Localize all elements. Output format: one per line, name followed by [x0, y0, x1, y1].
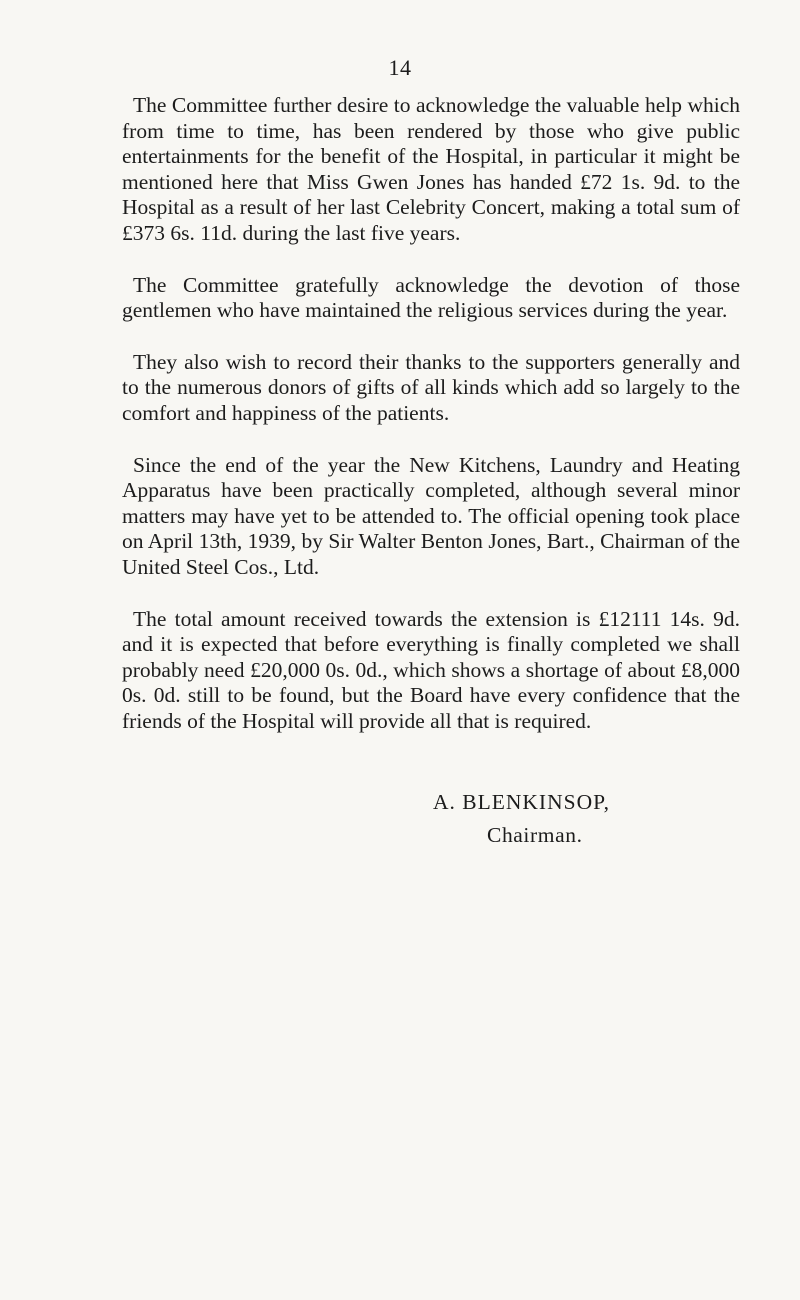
signatory-name: A. BLENKINSOP, [433, 790, 611, 814]
signatory-title: Chairman. [487, 823, 583, 847]
page-number: 14 [388, 55, 412, 80]
paragraph-extension-funds: The total amount received towards the extension is £12111 14s. 9d. and it is expected that before everything is finally completed we shall probably need £20,000 0s. 0d., which shows a shortage of about £8,000 0s. 0d. still to be found, but the Board have every confidence that the friends of the Hospital will provide all that is required. [122, 606, 740, 733]
paragraph-entertainments: The Committee further desire to acknowledge the valuable help which from time to time, has been rendered by those who give public entertainments for the benefit of the Hospital, in particular it might be mentioned here that Miss Gwen Jones has handed £72 1s. 9d. to the Hospital as a result of her last Celebrity Concert, making a total sum of £373 6s. 11d. during the last five years. [122, 93, 740, 245]
signature-block [0, 790, 800, 860]
paragraph-supporters-thanks: They also wish to record their thanks to the supporters generally and to the numerous donors of gifts of all kinds which add so largely to the comfort and happiness of the patients. [122, 349, 740, 425]
report-body [122, 93, 740, 760]
paragraph-religious-services: The Committee gratefully acknowledge the devotion of those gentlemen who have maintained the religious services during the year. [122, 272, 740, 323]
paragraph-new-kitchens: Since the end of the year the New Kitchens, Laundry and Heating Apparatus have been practically completed, although several minor matters may have yet to be attended to. The official opening took place on April 13th, 1939, by Sir Walter Benton Jones, Bart., Chairman of the United Steel Cos., Ltd. [122, 452, 740, 579]
